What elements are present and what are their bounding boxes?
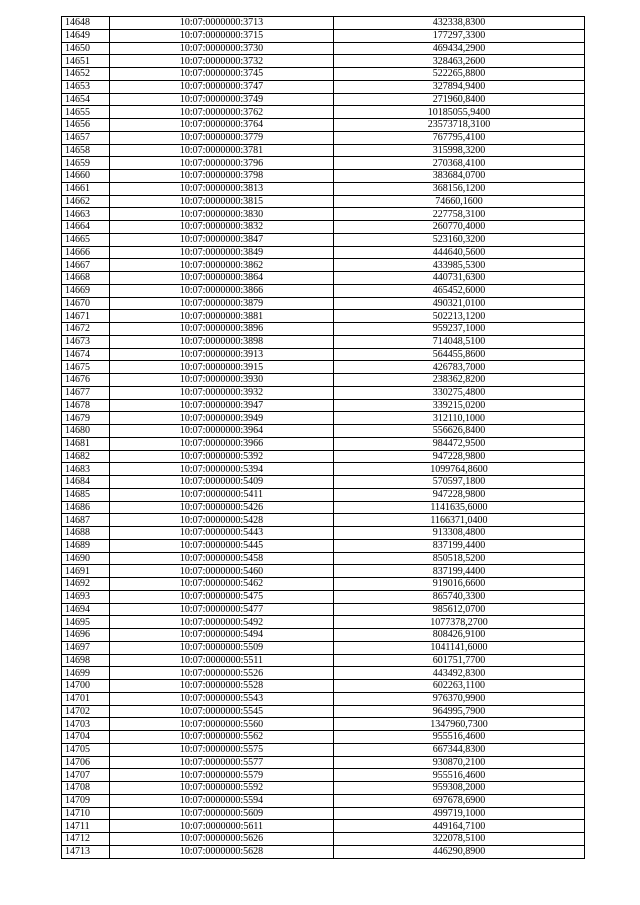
row-number-cell: 14693 (62, 590, 110, 603)
table-row (62, 412, 585, 425)
row-number-cell: 14687 (62, 514, 110, 527)
row-number-cell: 14669 (62, 284, 110, 297)
cadastral-number-cell: 10:07:0000000:3915 (110, 361, 334, 374)
row-number-cell: 14709 (62, 794, 110, 807)
value-cell: 767795,4100 (334, 131, 585, 144)
table-row (62, 17, 585, 30)
row-number-cell: 14683 (62, 463, 110, 476)
table-row (62, 731, 585, 744)
value-cell: 919016,6600 (334, 578, 585, 591)
table-row (62, 667, 585, 680)
cadastral-number-cell: 10:07:0000000:5594 (110, 794, 334, 807)
cadastral-number-cell: 10:07:0000000:3796 (110, 157, 334, 170)
value-cell: 947228,9800 (334, 488, 585, 501)
cadastral-number-cell: 10:07:0000000:5511 (110, 654, 334, 667)
cadastral-number-cell: 10:07:0000000:5626 (110, 833, 334, 846)
cadastral-number-cell: 10:07:0000000:5462 (110, 578, 334, 591)
value-cell: 964995,7900 (334, 705, 585, 718)
table-row (62, 501, 585, 514)
table-row (62, 718, 585, 731)
table-row (62, 641, 585, 654)
value-cell: 697678,6900 (334, 794, 585, 807)
row-number-cell: 14651 (62, 55, 110, 68)
value-cell: 449164,7100 (334, 820, 585, 833)
row-number-cell: 14656 (62, 119, 110, 132)
table-row (62, 144, 585, 157)
value-cell: 955516,4600 (334, 769, 585, 782)
cadastral-number-cell: 10:07:0000000:5528 (110, 680, 334, 693)
value-cell: 10185055,9400 (334, 106, 585, 119)
cadastral-number-cell: 10:07:0000000:5560 (110, 718, 334, 731)
value-cell: 850518,5200 (334, 552, 585, 565)
value-cell: 465452,6000 (334, 284, 585, 297)
value-cell: 837199,4400 (334, 565, 585, 578)
table-row (62, 195, 585, 208)
cadastral-number-cell: 10:07:0000000:3896 (110, 323, 334, 336)
table-row (62, 552, 585, 565)
row-number-cell: 14688 (62, 527, 110, 540)
cadastral-number-cell: 10:07:0000000:3779 (110, 131, 334, 144)
value-cell: 502213,1200 (334, 310, 585, 323)
cadastral-number-cell: 10:07:0000000:3749 (110, 93, 334, 106)
cadastral-number-cell: 10:07:0000000:3881 (110, 310, 334, 323)
row-number-cell: 14700 (62, 680, 110, 693)
value-cell: 74660,1600 (334, 195, 585, 208)
value-cell: 714048,5100 (334, 335, 585, 348)
value-cell: 955516,4600 (334, 731, 585, 744)
row-number-cell: 14673 (62, 335, 110, 348)
table-row (62, 386, 585, 399)
row-number-cell: 14704 (62, 731, 110, 744)
table-row (62, 42, 585, 55)
row-number-cell: 14684 (62, 476, 110, 489)
cadastral-number-cell: 10:07:0000000:3813 (110, 182, 334, 195)
table-row (62, 233, 585, 246)
table-row (62, 794, 585, 807)
value-cell: 227758,3100 (334, 208, 585, 221)
table-row (62, 705, 585, 718)
value-cell: 444640,5600 (334, 246, 585, 259)
table-row (62, 246, 585, 259)
value-cell: 865740,3300 (334, 590, 585, 603)
value-cell: 1141635,6000 (334, 501, 585, 514)
cadastral-number-cell: 10:07:0000000:3932 (110, 386, 334, 399)
table-row (62, 692, 585, 705)
row-number-cell: 14659 (62, 157, 110, 170)
cadastral-number-cell: 10:07:0000000:5458 (110, 552, 334, 565)
value-cell: 383684,0700 (334, 170, 585, 183)
table-row (62, 374, 585, 387)
table-row (62, 845, 585, 858)
table-row (62, 259, 585, 272)
cadastral-number-cell: 10:07:0000000:3966 (110, 437, 334, 450)
table-row (62, 335, 585, 348)
value-cell: 602263,1100 (334, 680, 585, 693)
row-number-cell: 14678 (62, 399, 110, 412)
value-cell: 976370,9900 (334, 692, 585, 705)
table-row (62, 425, 585, 438)
row-number-cell: 14712 (62, 833, 110, 846)
row-number-cell: 14648 (62, 17, 110, 30)
value-cell: 339215,0200 (334, 399, 585, 412)
row-number-cell: 14699 (62, 667, 110, 680)
row-number-cell: 14711 (62, 820, 110, 833)
row-number-cell: 14670 (62, 297, 110, 310)
value-cell: 837199,4400 (334, 539, 585, 552)
row-number-cell: 14676 (62, 374, 110, 387)
cadastral-number-cell: 10:07:0000000:5475 (110, 590, 334, 603)
table-row (62, 284, 585, 297)
cadastral-number-cell: 10:07:0000000:5562 (110, 731, 334, 744)
cadastral-number-cell: 10:07:0000000:5428 (110, 514, 334, 527)
value-cell: 522265,8800 (334, 68, 585, 81)
table-row (62, 488, 585, 501)
value-cell: 330275,4800 (334, 386, 585, 399)
value-cell: 1041141,6000 (334, 641, 585, 654)
row-number-cell: 14690 (62, 552, 110, 565)
table-row (62, 527, 585, 540)
row-number-cell: 14694 (62, 603, 110, 616)
value-cell: 433985,5300 (334, 259, 585, 272)
cadastral-number-cell: 10:07:0000000:5492 (110, 616, 334, 629)
value-cell: 984472,9500 (334, 437, 585, 450)
cadastral-number-cell: 10:07:0000000:5443 (110, 527, 334, 540)
row-number-cell: 14667 (62, 259, 110, 272)
cadastral-number-cell: 10:07:0000000:5579 (110, 769, 334, 782)
row-number-cell: 14701 (62, 692, 110, 705)
table-row (62, 170, 585, 183)
value-cell: 1166371,0400 (334, 514, 585, 527)
row-number-cell: 14649 (62, 29, 110, 42)
row-number-cell: 14710 (62, 807, 110, 820)
table-row (62, 68, 585, 81)
table-row (62, 80, 585, 93)
cadastral-number-cell: 10:07:0000000:5611 (110, 820, 334, 833)
row-number-cell: 14679 (62, 412, 110, 425)
table-row (62, 680, 585, 693)
value-cell: 260770,4000 (334, 221, 585, 234)
row-number-cell: 14671 (62, 310, 110, 323)
row-number-cell: 14682 (62, 450, 110, 463)
table-row (62, 208, 585, 221)
cadastral-number-cell: 10:07:0000000:3764 (110, 119, 334, 132)
table-row (62, 654, 585, 667)
table-row (62, 182, 585, 195)
table-row (62, 807, 585, 820)
cadastral-number-cell: 10:07:0000000:5392 (110, 450, 334, 463)
row-number-cell: 14691 (62, 565, 110, 578)
row-number-cell: 14658 (62, 144, 110, 157)
table-row (62, 221, 585, 234)
table-row (62, 131, 585, 144)
row-number-cell: 14697 (62, 641, 110, 654)
cadastral-number-cell: 10:07:0000000:3930 (110, 374, 334, 387)
row-number-cell: 14702 (62, 705, 110, 718)
value-cell: 322078,5100 (334, 833, 585, 846)
cadastral-number-cell: 10:07:0000000:3913 (110, 348, 334, 361)
row-number-cell: 14698 (62, 654, 110, 667)
value-cell: 601751,7700 (334, 654, 585, 667)
cadastral-number-cell: 10:07:0000000:3879 (110, 297, 334, 310)
row-number-cell: 14655 (62, 106, 110, 119)
cadastral-number-cell: 10:07:0000000:3798 (110, 170, 334, 183)
row-number-cell: 14705 (62, 743, 110, 756)
row-number-cell: 14657 (62, 131, 110, 144)
cadastral-number-cell: 10:07:0000000:3715 (110, 29, 334, 42)
row-number-cell: 14707 (62, 769, 110, 782)
value-cell: 556626,8400 (334, 425, 585, 438)
value-cell: 570597,1800 (334, 476, 585, 489)
value-cell: 985612,0700 (334, 603, 585, 616)
cadastral-number-cell: 10:07:0000000:5592 (110, 782, 334, 795)
table-row (62, 616, 585, 629)
cadastral-number-cell: 10:07:0000000:3713 (110, 17, 334, 30)
table-row (62, 297, 585, 310)
cadastral-number-cell: 10:07:0000000:3847 (110, 233, 334, 246)
row-number-cell: 14674 (62, 348, 110, 361)
value-cell: 177297,3300 (334, 29, 585, 42)
cadastral-number-cell: 10:07:0000000:5509 (110, 641, 334, 654)
table-row (62, 603, 585, 616)
cadastral-number-cell: 10:07:0000000:3862 (110, 259, 334, 272)
table-row (62, 29, 585, 42)
value-cell: 315998,3200 (334, 144, 585, 157)
table-row (62, 348, 585, 361)
value-cell: 312110,1000 (334, 412, 585, 425)
cadastral-number-cell: 10:07:0000000:5426 (110, 501, 334, 514)
row-number-cell: 14681 (62, 437, 110, 450)
table-row (62, 450, 585, 463)
cadastral-number-cell: 10:07:0000000:5543 (110, 692, 334, 705)
table-row (62, 565, 585, 578)
cadastral-number-cell: 10:07:0000000:3964 (110, 425, 334, 438)
value-cell: 808426,9100 (334, 629, 585, 642)
cadastral-number-cell: 10:07:0000000:5477 (110, 603, 334, 616)
table-row (62, 833, 585, 846)
cadastral-number-cell: 10:07:0000000:3730 (110, 42, 334, 55)
value-cell: 930870,2100 (334, 756, 585, 769)
row-number-cell: 14677 (62, 386, 110, 399)
row-number-cell: 14661 (62, 182, 110, 195)
row-number-cell: 14668 (62, 272, 110, 285)
value-cell: 1347960,7300 (334, 718, 585, 731)
cadastral-number-cell: 10:07:0000000:5394 (110, 463, 334, 476)
table-row (62, 514, 585, 527)
table-row (62, 743, 585, 756)
value-cell: 23573718,3100 (334, 119, 585, 132)
row-number-cell: 14654 (62, 93, 110, 106)
cadastral-number-cell: 10:07:0000000:3849 (110, 246, 334, 259)
row-number-cell: 14665 (62, 233, 110, 246)
cadastral-number-cell: 10:07:0000000:3949 (110, 412, 334, 425)
row-number-cell: 14703 (62, 718, 110, 731)
cadastral-number-cell: 10:07:0000000:3762 (110, 106, 334, 119)
row-number-cell: 14650 (62, 42, 110, 55)
cadastral-number-cell: 10:07:0000000:5411 (110, 488, 334, 501)
value-cell: 368156,1200 (334, 182, 585, 195)
cadastral-number-cell: 10:07:0000000:5445 (110, 539, 334, 552)
cadastral-number-cell: 10:07:0000000:5628 (110, 845, 334, 858)
cadastral-number-cell: 10:07:0000000:5494 (110, 629, 334, 642)
table-row (62, 272, 585, 285)
value-cell: 947228,9800 (334, 450, 585, 463)
cadastral-number-cell: 10:07:0000000:3732 (110, 55, 334, 68)
value-cell: 913308,4800 (334, 527, 585, 540)
table-row (62, 463, 585, 476)
row-number-cell: 14663 (62, 208, 110, 221)
row-number-cell: 14672 (62, 323, 110, 336)
table-row (62, 310, 585, 323)
table-row (62, 578, 585, 591)
cadastral-number-cell: 10:07:0000000:3947 (110, 399, 334, 412)
value-cell: 426783,7000 (334, 361, 585, 374)
cadastral-number-cell: 10:07:0000000:3781 (110, 144, 334, 157)
table-row (62, 769, 585, 782)
table-row (62, 476, 585, 489)
row-number-cell: 14689 (62, 539, 110, 552)
cadastral-number-cell: 10:07:0000000:3815 (110, 195, 334, 208)
value-cell: 523160,3200 (334, 233, 585, 246)
table-row (62, 157, 585, 170)
cadastral-number-cell: 10:07:0000000:3747 (110, 80, 334, 93)
cadastral-number-cell: 10:07:0000000:5577 (110, 756, 334, 769)
cadastral-number-cell: 10:07:0000000:5575 (110, 743, 334, 756)
value-cell: 1077378,2700 (334, 616, 585, 629)
row-number-cell: 14652 (62, 68, 110, 81)
value-cell: 328463,2600 (334, 55, 585, 68)
table-row (62, 820, 585, 833)
value-cell: 440731,6300 (334, 272, 585, 285)
row-number-cell: 14696 (62, 629, 110, 642)
table-row (62, 437, 585, 450)
table-row (62, 93, 585, 106)
cadastral-number-cell: 10:07:0000000:3745 (110, 68, 334, 81)
table-row (62, 106, 585, 119)
row-number-cell: 14686 (62, 501, 110, 514)
table-row (62, 539, 585, 552)
value-cell: 327894,9400 (334, 80, 585, 93)
table-row (62, 590, 585, 603)
row-number-cell: 14685 (62, 488, 110, 501)
value-cell: 959237,1000 (334, 323, 585, 336)
row-number-cell: 14660 (62, 170, 110, 183)
row-number-cell: 14680 (62, 425, 110, 438)
table-row (62, 55, 585, 68)
value-cell: 959308,2000 (334, 782, 585, 795)
table-row (62, 629, 585, 642)
cadastral-number-cell: 10:07:0000000:5609 (110, 807, 334, 820)
table-row (62, 119, 585, 132)
cadastral-number-cell: 10:07:0000000:3832 (110, 221, 334, 234)
table-row (62, 756, 585, 769)
value-cell: 490321,0100 (334, 297, 585, 310)
cadastral-number-cell: 10:07:0000000:3898 (110, 335, 334, 348)
table-row (62, 323, 585, 336)
cadastral-number-cell: 10:07:0000000:3830 (110, 208, 334, 221)
row-number-cell: 14692 (62, 578, 110, 591)
cadastral-number-cell: 10:07:0000000:5460 (110, 565, 334, 578)
table-row (62, 782, 585, 795)
row-number-cell: 14708 (62, 782, 110, 795)
value-cell: 469434,2900 (334, 42, 585, 55)
cadastral-number-cell: 10:07:0000000:5526 (110, 667, 334, 680)
row-number-cell: 14675 (62, 361, 110, 374)
value-cell: 1099764,8600 (334, 463, 585, 476)
value-cell: 667344,8300 (334, 743, 585, 756)
row-number-cell: 14664 (62, 221, 110, 234)
row-number-cell: 14706 (62, 756, 110, 769)
cadastral-number-cell: 10:07:0000000:3864 (110, 272, 334, 285)
value-cell: 499719,1000 (334, 807, 585, 820)
row-number-cell: 14713 (62, 845, 110, 858)
value-cell: 271960,8400 (334, 93, 585, 106)
cadastral-number-cell: 10:07:0000000:3866 (110, 284, 334, 297)
table-body (62, 17, 585, 859)
row-number-cell: 14653 (62, 80, 110, 93)
table-row (62, 361, 585, 374)
row-number-cell: 14666 (62, 246, 110, 259)
cadastral-data-table (61, 16, 585, 859)
value-cell: 238362,8200 (334, 374, 585, 387)
value-cell: 432338,8300 (334, 17, 585, 30)
value-cell: 270368,4100 (334, 157, 585, 170)
cadastral-number-cell: 10:07:0000000:5545 (110, 705, 334, 718)
value-cell: 564455,8600 (334, 348, 585, 361)
value-cell: 446290,8900 (334, 845, 585, 858)
row-number-cell: 14695 (62, 616, 110, 629)
value-cell: 443492,8300 (334, 667, 585, 680)
table-row (62, 399, 585, 412)
row-number-cell: 14662 (62, 195, 110, 208)
cadastral-number-cell: 10:07:0000000:5409 (110, 476, 334, 489)
